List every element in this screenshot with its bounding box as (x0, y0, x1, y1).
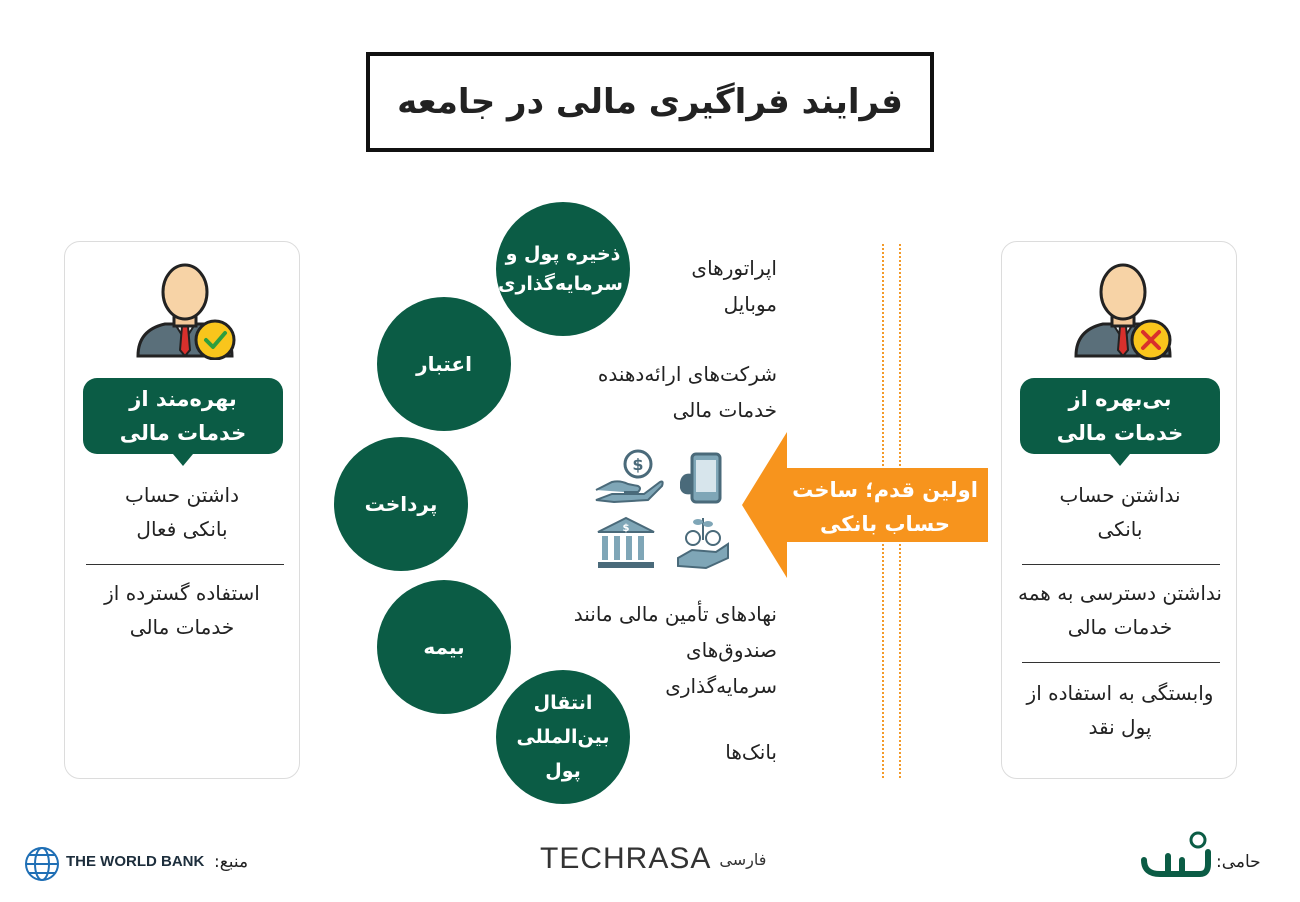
banked-badge-tail (173, 454, 193, 466)
first-step-label: اولین قدم؛ ساخت حساب بانکی (792, 478, 978, 536)
mobile-phone-icon (678, 452, 728, 506)
techrasa-suffix: فارسی (719, 849, 767, 869)
service-payment: پرداخت (334, 437, 468, 571)
unbanked-badge-tail (1110, 454, 1130, 466)
unbanked-item-3: وابستگی به استفاده از پول نقد (1026, 681, 1214, 739)
banked-item-2: استفاده گسترده از خدمات مالی (104, 581, 260, 639)
provider-funds: نهادهای تأمین مالی مانند صندوق‌های سرمایه‌گذاری (573, 602, 777, 698)
investment-growth-icon (676, 514, 730, 570)
source-label: منبع: (214, 852, 249, 872)
divider (1022, 662, 1220, 663)
divider (86, 564, 284, 565)
title-box (366, 52, 934, 152)
hand-coin-icon (594, 448, 664, 504)
techrasa-logo: TECHRASA (540, 842, 712, 875)
source-name: THE WORLD BANK (66, 853, 205, 870)
provider-banks: بانک‌ها (725, 740, 777, 764)
sponsor-label: حامی: (1216, 852, 1261, 872)
divider (1022, 564, 1220, 565)
banked-badge: بهره‌مند از خدمات مالی (83, 378, 283, 454)
techrasa-brand (540, 842, 766, 876)
banked-person-icon (130, 260, 245, 360)
provider-fintech: شرکت‌های ارائه‌دهنده خدمات مالی (597, 362, 777, 422)
world-bank-globe-icon (24, 846, 60, 886)
banked-item-1: داشتن حساب بانکی فعال (125, 483, 239, 541)
provider-mobile-operators: اپراتورهای موبایل (691, 256, 777, 316)
unbanked-person-icon (1068, 260, 1178, 360)
service-credit: اعتبار (377, 297, 511, 431)
unbanked-item-1: نداشتن حساب بانکی (1059, 483, 1181, 541)
service-savings: ذخیره پول و سرمایه‌گذاری (496, 202, 630, 336)
sponsor-logo-mark (1140, 830, 1212, 880)
svg-text:$: $ (632, 455, 644, 474)
svg-text:$: $ (622, 523, 630, 534)
service-remittance: انتقال بین‌المللی پول (496, 670, 630, 804)
page-title: فرایند فراگیری مالی در جامعه (397, 82, 903, 122)
unbanked-item-2: نداشتن دسترسی به همه خدمات مالی (1018, 581, 1222, 639)
unbanked-badge: بی‌بهره از خدمات مالی (1020, 378, 1220, 454)
sponsor-logo (1140, 830, 1212, 880)
bank-building-icon (596, 516, 656, 570)
service-insurance: بیمه (377, 580, 511, 714)
